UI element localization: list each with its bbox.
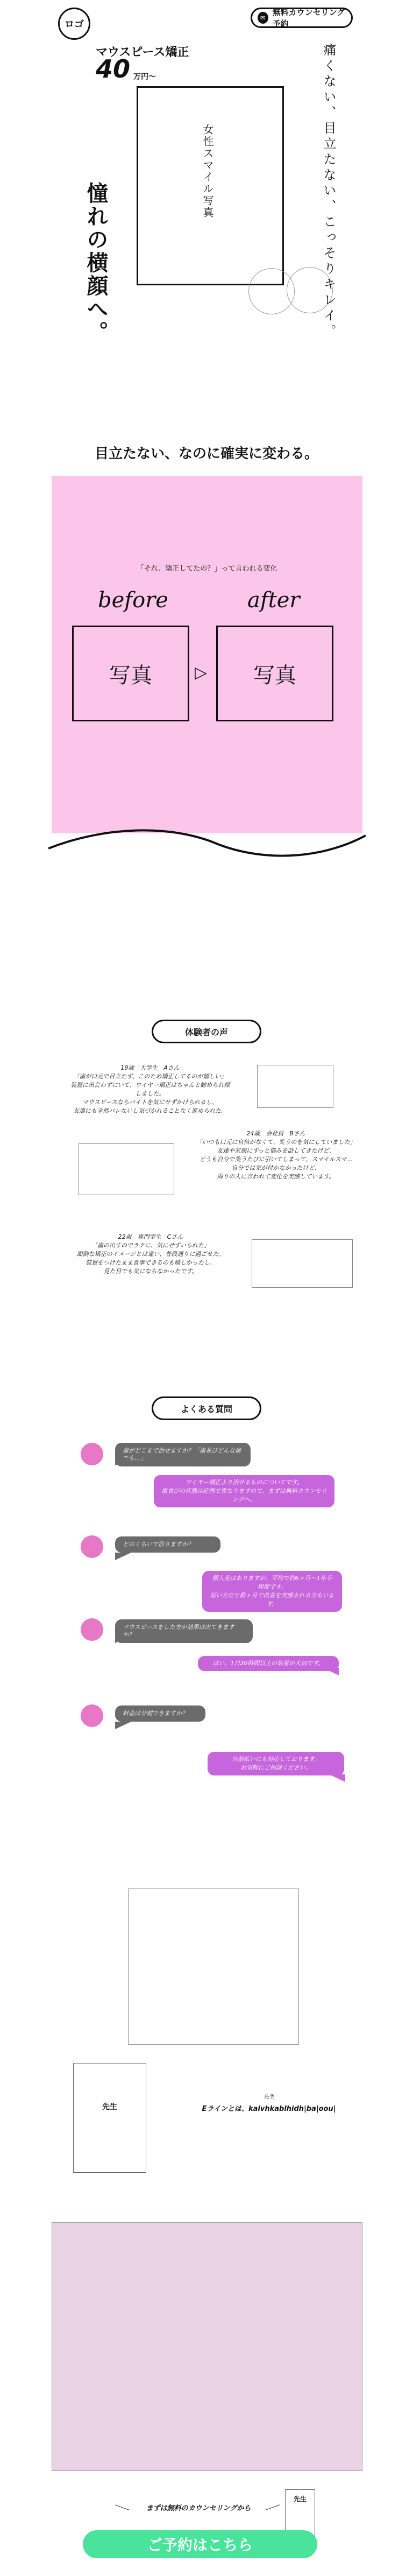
feature-image-placeholder	[128, 1889, 299, 2045]
free-counseling-label: 無料カウンセリング予約	[272, 8, 345, 29]
price-unit: 万円〜	[133, 73, 156, 81]
testimonials-title: 体験者の声	[152, 1020, 261, 1043]
testimonial-line: 友達や家族にずっと悩みを話してきたけど、	[217, 1147, 335, 1154]
hero-tagline-left: 憧れの横顔へ。	[83, 182, 108, 344]
testimonial-line: 「歯が口元で目立たず、このため矯正してるのが嬉しい」	[73, 1073, 227, 1080]
testimonial-line: 見た目でも気にならなかったです。	[103, 1268, 198, 1275]
slash-right-icon: ／	[264, 2500, 281, 2517]
logo[interactable]: ロゴ	[58, 8, 90, 40]
answer-tail	[317, 1494, 333, 1502]
answer-line: ワイヤー矯正より治せるものについてです。	[185, 1479, 303, 1486]
wave-divider	[48, 828, 366, 860]
answer-line: 歯並びの状態は症例で異なりますので、まずは無料カウンセリングへ。	[161, 1487, 327, 1503]
testimonial-meta: 22歳 専門学生 Cさん	[118, 1233, 183, 1240]
testimonial-2	[193, 1129, 359, 1181]
testimonial-1-photo	[257, 1065, 333, 1108]
question-tail	[115, 1636, 131, 1643]
doctor-photo: 先生	[73, 2063, 146, 2173]
faq-answer-3	[198, 1656, 339, 1671]
bottom-doctor-photo: 先生	[285, 2489, 315, 2550]
testimonial-line: 面倒な矯正のイメージとは違い、普段通りに過ごせた。	[76, 1251, 225, 1258]
feature-panel	[52, 2222, 362, 2471]
answer-line: 個人差はありますが、平均で約6ヶ月〜1年半程度です。	[212, 1575, 332, 1590]
faq-answer-2	[202, 1571, 342, 1612]
testimonial-line: 「歯の出すのでラクに、気にせずいられた」	[91, 1242, 210, 1249]
asker-avatar	[81, 1535, 103, 1558]
hero-photo-label: 女性スマイル写真	[201, 124, 214, 219]
testimonial-line: どうも自分で笑うたびに引いてしまって、スマイルスマ…	[199, 1156, 353, 1163]
free-counseling-button[interactable]	[251, 8, 353, 28]
answer-line: 分割払いにも対応しております。	[231, 1756, 321, 1763]
testimonial-line: 装置をつけたまま食事できるのも嬉しかったし、	[86, 1259, 216, 1266]
asker-avatar	[81, 1618, 103, 1641]
answer-line: 短い方だと数ヶ月で改善を実感される方もいます。	[210, 1592, 334, 1608]
hero-tagline-right: 痛くない、目立たない、こっそりキレイ。	[321, 43, 336, 340]
testimonial-line: 友達にも全然バレないし気づかれることなく進められた。	[73, 1107, 227, 1114]
answer-line: お気軽にご相談ください。	[240, 1764, 311, 1771]
answer-tail	[323, 1668, 339, 1675]
asker-avatar	[81, 1443, 103, 1465]
answer-line: はい、1日20時間以上の装着が大切です。	[212, 1660, 324, 1667]
faq-question-1[interactable]: 歯がどこまで治せますか？「歯並びどんな歯でも…」	[115, 1443, 251, 1466]
question-tail	[115, 1458, 131, 1465]
faq-answer-1	[154, 1475, 334, 1507]
testimonial-2-photo	[79, 1143, 174, 1195]
bottom-lead: まずは無料のカウンセリングから	[146, 2504, 251, 2512]
before-label: before	[98, 588, 168, 613]
faq-question-4[interactable]: 料金は分割できますか？	[115, 1705, 205, 1722]
testimonial-line: 装置に出会わずにいて、ワイヤー矯正はちゃんと勧められ探しました。	[70, 1082, 230, 1097]
mail-icon: ✉	[258, 12, 268, 24]
testimonial-1	[69, 1064, 231, 1115]
answer-tail	[325, 1590, 341, 1598]
faq-question-2[interactable]: どのくらいで治りますか？	[115, 1536, 220, 1553]
intro-heading: 目立たない、なのに確実に変わる。	[94, 446, 318, 462]
testimonial-line: 「いつも口元に自信がなくて、笑うのを気にしていました」	[196, 1139, 356, 1146]
product-name: マウスピース矯正	[96, 46, 189, 59]
doctor-role: 先生	[264, 2094, 274, 2100]
testimonial-3	[70, 1233, 231, 1276]
testimonial-meta: 24歳 会社員 Bさん	[246, 1130, 305, 1137]
decor-circle-right	[287, 267, 333, 313]
arrow-right-icon: ▷	[195, 663, 208, 682]
testimonial-meta: 19歳 大学生 Aさん	[120, 1064, 180, 1071]
faq-question-3[interactable]: マウスピースをした方が効果は出てきますか？	[115, 1619, 253, 1643]
reserve-button[interactable]: ご予約はこちら	[83, 2530, 317, 2558]
before-photo: 写真	[72, 626, 189, 721]
before-after-caption: 「それ、矯正してたの？」って言われる変化	[137, 565, 277, 573]
question-tail	[115, 1722, 131, 1729]
after-photo: 写真	[216, 626, 333, 721]
answer-tail	[329, 1774, 345, 1782]
after-label: after	[247, 588, 300, 613]
slash-left-icon: ＼	[114, 2500, 131, 2517]
faq-title: よくある質問	[152, 1396, 261, 1420]
eline-caption: Eラインとは、kalvhkablhidh|ba|oou|	[202, 2105, 336, 2113]
testimonial-line: 周りの人に言われて変化を実感しています。	[217, 1173, 335, 1180]
question-tail	[115, 1553, 131, 1560]
testimonial-line: 自分では気が付かなかったけど、	[231, 1164, 321, 1171]
asker-avatar	[81, 1704, 103, 1727]
testimonial-line: マウスピースならバイトを気にせずかけられるし、	[82, 1099, 218, 1106]
price: 40	[96, 54, 131, 83]
faq-answer-4	[208, 1752, 344, 1775]
testimonial-3-photo	[252, 1239, 353, 1288]
